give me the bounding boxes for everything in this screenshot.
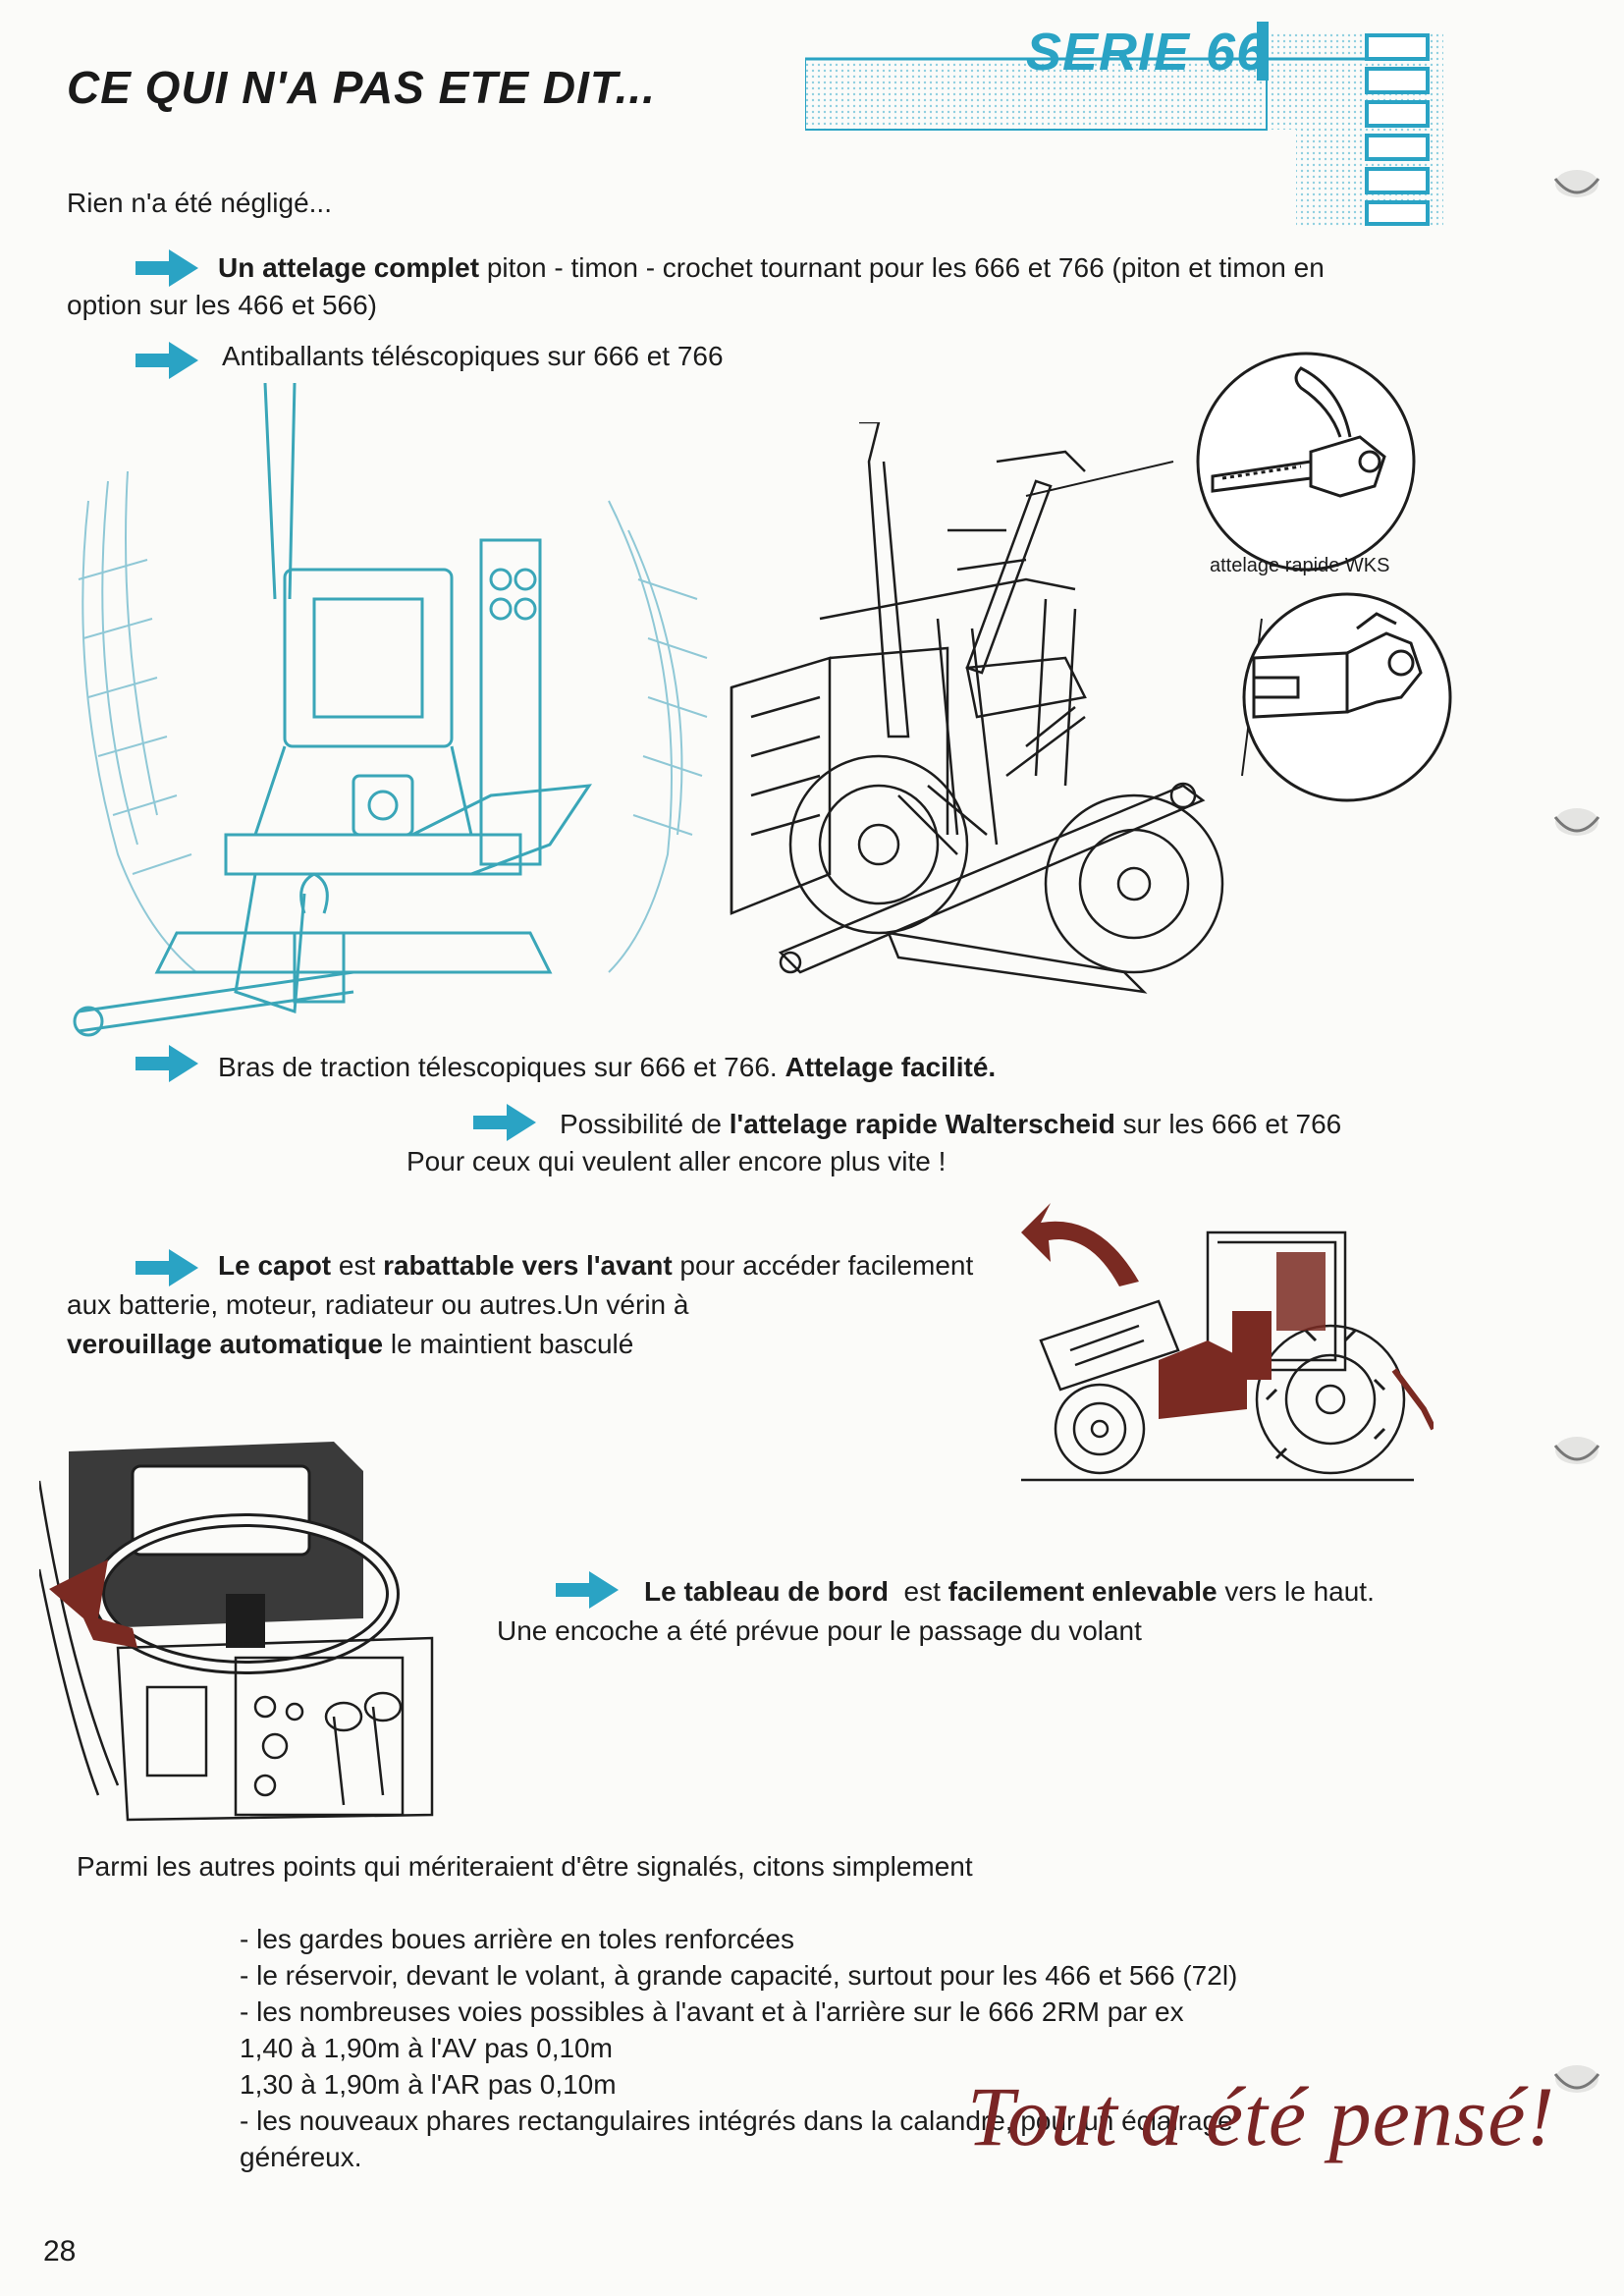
slogan: Tout a été pensé! bbox=[967, 2069, 1556, 2163]
list-item: - les nouveaux phares rectangulaires intégrés dans la calandre, pour un éclairage bbox=[240, 2105, 1233, 2136]
item-capot-post: pour accéder facilement bbox=[672, 1250, 974, 1281]
intro-text: Rien n'a été négligé... bbox=[67, 188, 332, 218]
item-attelage-rest: piton - timon - crochet tournant pour les 666 et 766 (piton et timon en bbox=[479, 252, 1325, 283]
page-title: CE QUI N'A PAS ETE DIT... bbox=[67, 62, 656, 113]
item-capot-bold2: rabattable vers l'avant bbox=[383, 1250, 673, 1281]
arrow-right-icon bbox=[556, 1571, 619, 1609]
item-walterscheid bbox=[560, 1106, 1341, 1143]
item-capot bbox=[218, 1247, 973, 1285]
item-walterscheid-line2: Pour ceux qui veulent aller encore plus vite ! bbox=[406, 1146, 947, 1176]
punch-hole-icon bbox=[1553, 805, 1600, 839]
item-tableau-bold1: Le tableau de bord bbox=[644, 1576, 889, 1607]
item-walterscheid-bold: l'attelage rapide Walterscheid bbox=[729, 1109, 1115, 1139]
item-attelage-bold: Un attelage complet bbox=[218, 252, 480, 283]
arrow-right-icon bbox=[473, 1104, 536, 1141]
item-tableau-line2: Une encoche a été prévue pour le passage du volant bbox=[497, 1615, 1142, 1646]
arrow-right-icon bbox=[135, 1045, 198, 1082]
item-capot-bold1: Le capot bbox=[218, 1250, 332, 1281]
item-tableau-bold2: facilement enlevable bbox=[947, 1576, 1218, 1607]
item-tableau bbox=[644, 1573, 1375, 1611]
item-walterscheid-post: sur les 666 et 766 bbox=[1114, 1109, 1342, 1139]
list-item: - les nombreuses voies possibles à l'avant et à l'arrière sur le 666 2RM par ex bbox=[240, 1996, 1184, 2027]
list-item: 1,30 à 1,90m à l'AR pas 0,10m bbox=[240, 2069, 617, 2100]
item-bras bbox=[218, 1049, 996, 1086]
item-bras-bold: Attelage facilité. bbox=[785, 1052, 997, 1082]
item-capot-line2: aux batterie, moteur, radiateur ou autres.Un vérin à bbox=[67, 1289, 689, 1320]
page-number: 28 bbox=[43, 2235, 77, 2268]
item-walterscheid-pre: Possibilité de bbox=[560, 1109, 730, 1139]
item-antiballants: Antiballants téléscopiques sur 666 et 766 bbox=[222, 341, 724, 371]
list-item: 1,40 à 1,90m à l'AV pas 0,10m bbox=[240, 2033, 613, 2063]
list-item: généreux. bbox=[240, 2142, 362, 2172]
item-capot-line3-post: le maintient basculé bbox=[383, 1329, 634, 1359]
arrow-right-icon bbox=[135, 342, 198, 379]
item-capot-mid1: est bbox=[331, 1250, 384, 1281]
item-bras-text: Bras de traction télescopiques sur 666 et 766. bbox=[218, 1052, 785, 1082]
punch-hole-icon bbox=[1553, 167, 1600, 200]
tractor-tilt-hood-illustration bbox=[1021, 1193, 1434, 1488]
item-attelage-line2: option sur les 466 et 566) bbox=[67, 290, 377, 320]
list-item: - le réservoir, devant le volant, à grande capacité, surtout pour les 466 et 566 (72l) bbox=[240, 1960, 1238, 1991]
arrow-right-icon bbox=[135, 1249, 198, 1286]
hitch-cyan-illustration bbox=[59, 383, 736, 1051]
series-label: SERIE 66 bbox=[1026, 23, 1268, 82]
punch-hole-icon bbox=[1553, 2062, 1600, 2096]
caption-wks: attelage rapide WKS bbox=[1210, 555, 1390, 576]
item-capot-bold3: verouillage automatique bbox=[67, 1329, 384, 1359]
arrow-right-icon bbox=[135, 249, 198, 287]
wks-detail-circle-2 bbox=[1239, 589, 1455, 805]
item-tableau-post: vers le haut. bbox=[1217, 1576, 1375, 1607]
punch-hole-icon bbox=[1553, 1434, 1600, 1467]
item-tableau-mid: est bbox=[888, 1576, 948, 1607]
dashboard-illustration bbox=[39, 1422, 481, 1825]
list-item: - les gardes boues arrière en toles renforcées bbox=[240, 1924, 794, 1954]
item-capot-line3 bbox=[67, 1326, 633, 1363]
wks-detail-circle-1 bbox=[1193, 349, 1419, 574]
item-attelage bbox=[218, 249, 1325, 287]
others-intro: Parmi les autres points qui mériteraient d'être signalés, citons simplement bbox=[77, 1851, 973, 1882]
